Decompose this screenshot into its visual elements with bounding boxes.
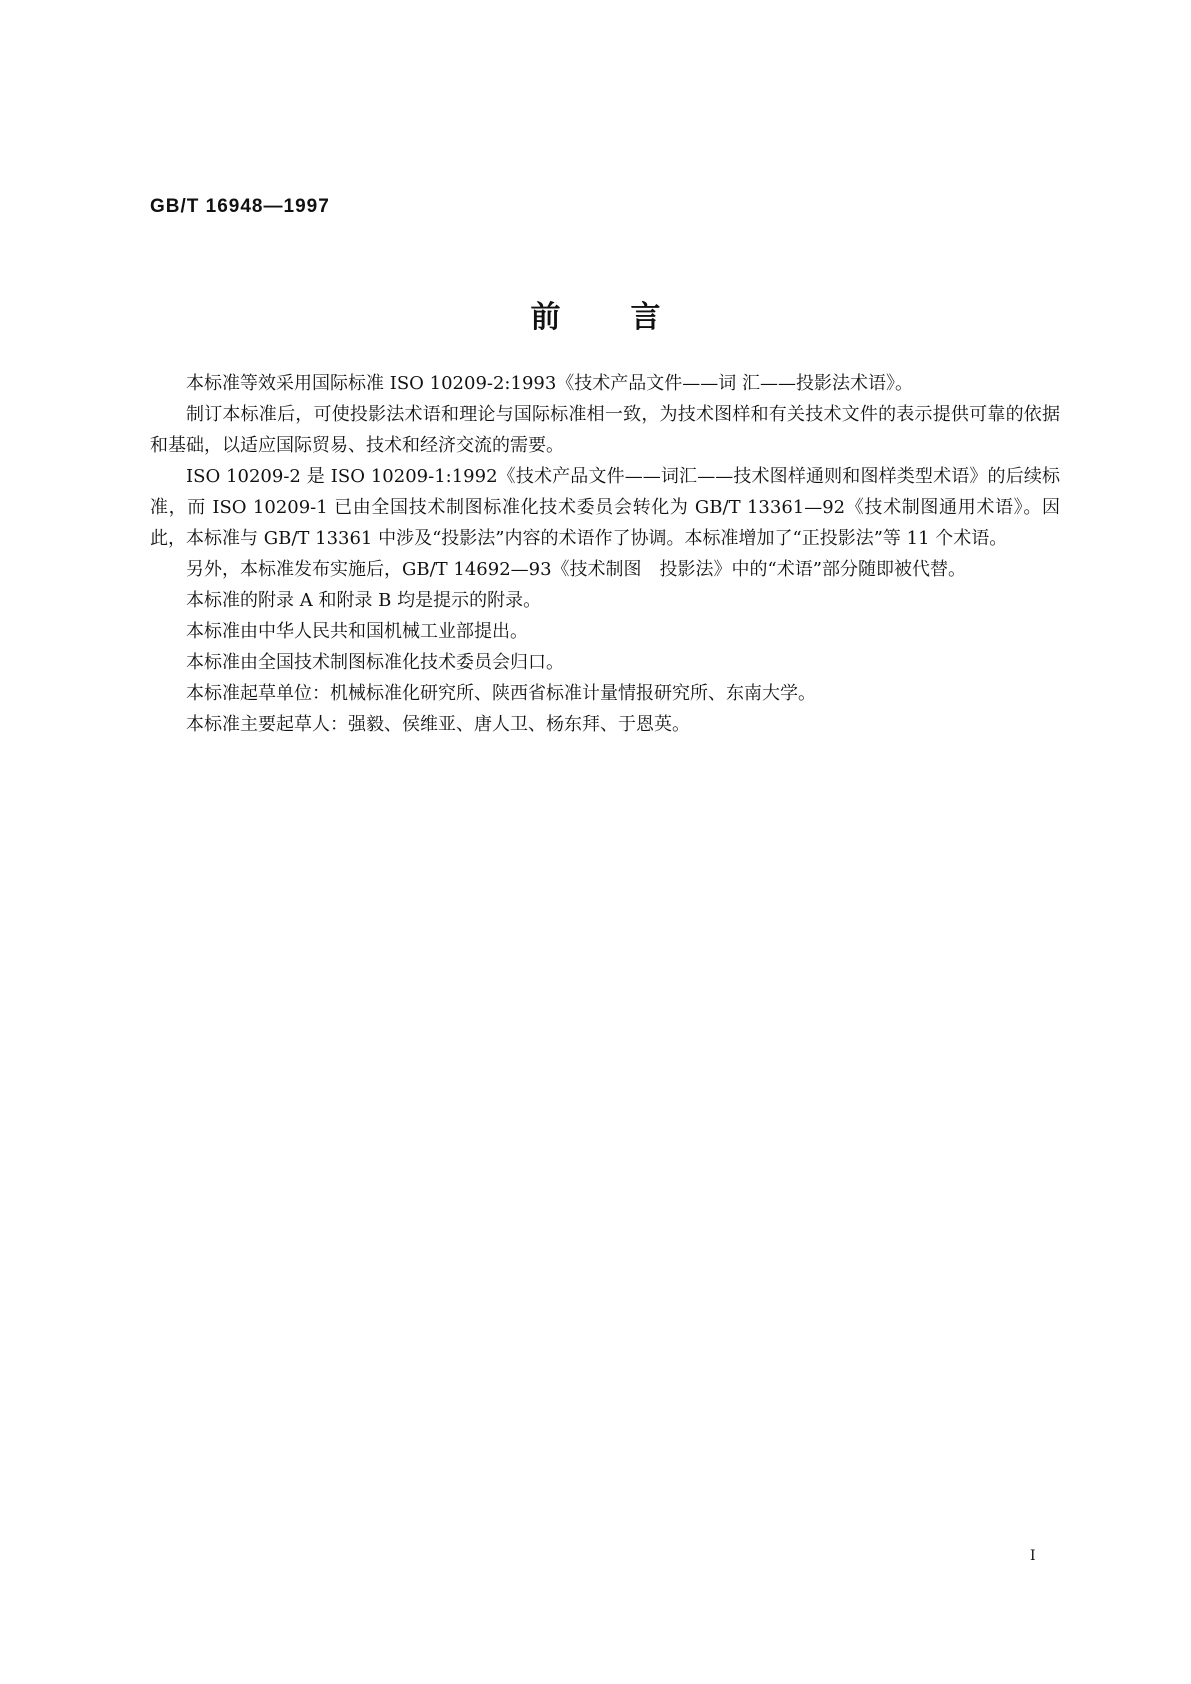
paragraph-committee: 本标准由全国技术制图标准化技术委员会归口。 <box>186 652 564 673</box>
standard-number: GB/T 16948—1997 <box>150 196 330 217</box>
page-title: 前言 <box>530 300 731 335</box>
paragraph-proposer: 本标准由中华人民共和国机械工业部提出。 <box>186 621 528 642</box>
paragraph-relation: ISO 10209-2 是 ISO 10209-1:1992《技术产品文件——词汇——技术图样通则和图样类型术语》的后续标准，而 ISO 10209-1 已由全国技术制图标准化技术委员会转化为 GB/T 13361—92《技术制图通用术语》。因此，本标准与 GB/T 13361 中涉及“投影法”内容的术语作了协调。本标准增加了“正投影法”等 11 个术语。 <box>150 466 1060 549</box>
paragraph-drafting-units: 本标准起草单位：机械标准化研究所、陕西省标准计量情报研究所、东南大学。 <box>186 683 816 704</box>
paragraph-adoption: 本标准等效采用国际标准 ISO 10209-2:1993《技术产品文件——词 汇——投影法术语》。 <box>186 373 914 394</box>
paragraph-replacement: 另外，本标准发布实施后，GB/T 14692—93《技术制图 投影法》中的“术语”部分随即被代替。 <box>186 559 966 580</box>
foreword-body <box>150 368 1060 740</box>
paragraph-drafters: 本标准主要起草人：强毅、侯维亚、唐人卫、杨东拜、于恩英。 <box>186 714 690 735</box>
page-number: I <box>1030 1548 1036 1564</box>
paragraph-appendix: 本标准的附录 A 和附录 B 均是提示的附录。 <box>186 590 542 611</box>
paragraph-purpose: 制订本标准后，可使投影法术语和理论与国际标准相一致，为技术图样和有关技术文件的表示提供可靠的依据和基础，以适应国际贸易、技术和经济交流的需要。 <box>150 404 1060 456</box>
